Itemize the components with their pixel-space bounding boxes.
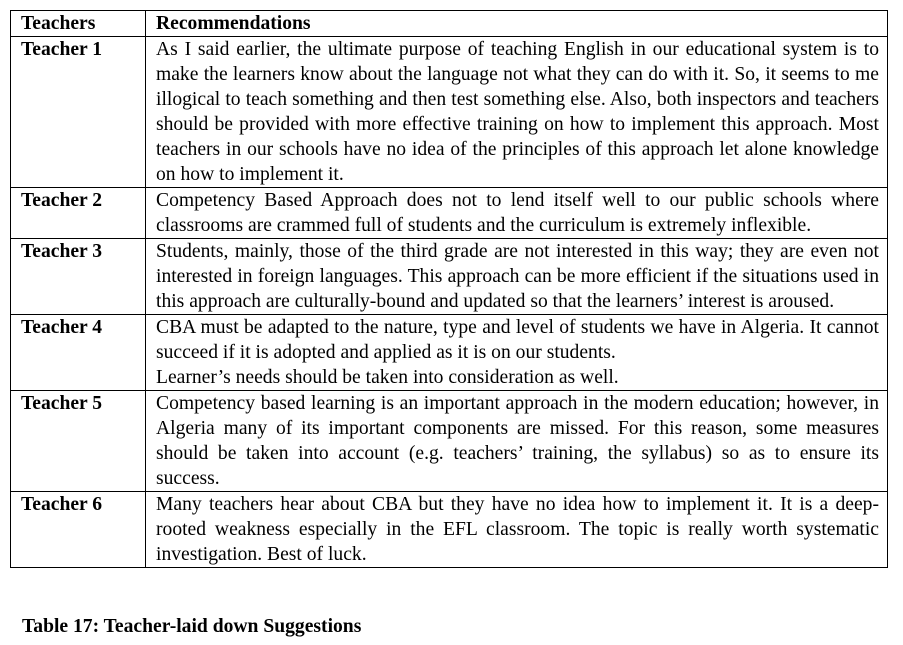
- header-recommendations: Recommendations: [146, 11, 888, 37]
- recommendation-text: CBA must be adapted to the nature, type and level of students we have in Algeria. It cannot succeed if it is adopted and applied as it is on our students. Learner’s needs should be taken into consideration as well.: [146, 315, 888, 391]
- table-row: [11, 315, 888, 391]
- teacher-label: Teacher 1: [11, 37, 146, 188]
- suggestions-table: [10, 10, 888, 568]
- table-row: [11, 492, 888, 568]
- table-header-row: [11, 11, 888, 37]
- recommendation-text: As I said earlier, the ultimate purpose of teaching English in our educational system is to make the learners know about the language not what they can do with it. So, it seems to me illogical to teach something and then test something else. Also, both inspectors and teachers should be provided with more effective training on how to implement this approach. Most teachers in our schools have no idea of the principles of this approach let alone knowledge on how to implement it.: [146, 37, 888, 188]
- teacher-label: Teacher 2: [11, 188, 146, 239]
- teacher-label: Teacher 3: [11, 239, 146, 315]
- header-teachers: Teachers: [11, 11, 146, 37]
- recommendation-text: Many teachers hear about CBA but they have no idea how to implement it. It is a deep-rooted weakness especially in the EFL classroom. The topic is really worth systematic investigation. Best of luck.: [146, 492, 888, 568]
- recommendation-text: Competency Based Approach does not to lend itself well to our public schools where classrooms are crammed full of students and the curriculum is extremely inflexible.: [146, 188, 888, 239]
- teacher-label: Teacher 4: [11, 315, 146, 391]
- teacher-label: Teacher 6: [11, 492, 146, 568]
- table-row: [11, 188, 888, 239]
- recommendation-text: Students, mainly, those of the third grade are not interested in this way; they are even not interested in foreign languages. This approach can be more efficient if the situations used in this approach are culturally-bound and updated so that the learners’ interest is aroused.: [146, 239, 888, 315]
- teacher-label: Teacher 5: [11, 391, 146, 492]
- table-row: [11, 37, 888, 188]
- table-row: [11, 391, 888, 492]
- recommendation-text: Competency based learning is an important approach in the modern education; however, in Algeria many of its important components are missed. For this reason, some measures should be taken into account (e.g. teachers’ training, the syllabus) so as to ensure its success.: [146, 391, 888, 492]
- table-row: [11, 239, 888, 315]
- table-caption: Table 17: Teacher-laid down Suggestions: [22, 616, 362, 637]
